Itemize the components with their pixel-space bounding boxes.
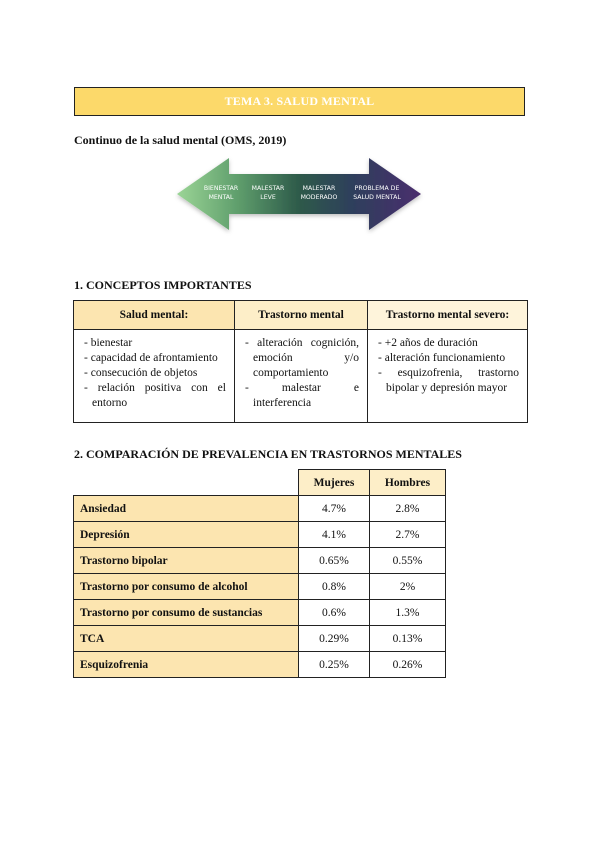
concept-header-salud-mental: Salud mental: [74,301,235,330]
section-1-title: 1. CONCEPTOS IMPORTANTES [74,278,252,292]
list-item: - esquizofrenia, trastorno bipolar y depresión mayor [378,366,519,396]
value-mujeres: 0.29% [299,626,370,652]
value-hombres: 2.7% [370,522,446,548]
header-mujeres: Mujeres [299,470,370,496]
topic-banner [74,87,525,116]
row-label: Trastorno por consumo de sustancias [74,600,299,626]
header-hombres: Hombres [370,470,446,496]
table-row [74,626,446,652]
row-label: Trastorno por consumo de alcohol [74,574,299,600]
value-mujeres: 0.25% [299,652,370,678]
row-label: Esquizofrenia [74,652,299,678]
row-label: TCA [74,626,299,652]
stage-4-line2: SALUD MENTAL [353,194,401,201]
continuum-arrow-diagram [171,152,427,238]
double-arrow-graphic [171,152,427,238]
concept-header-trastorno-severo: Trastorno mental severo: [368,301,528,330]
value-hombres: 0.55% [370,548,446,574]
value-mujeres: 4.7% [299,496,370,522]
stage-2-line1: MALESTAR [251,185,285,192]
row-label: Ansiedad [74,496,299,522]
stage-3-line1: MALESTAR [302,185,336,192]
value-hombres: 0.13% [370,626,446,652]
row-label: Depresión [74,522,299,548]
prevalence-table [73,469,446,678]
table-row [74,522,446,548]
list-item: - relación positiva con el entorno [84,381,226,411]
stage-3-line2: MODERADO [300,194,338,201]
concept-header-trastorno-mental: Trastorno mental [235,301,368,330]
stage-1-line2: MENTAL [208,194,234,201]
list-item: - +2 años de duración [378,336,519,351]
value-hombres: 2% [370,574,446,600]
value-mujeres: 0.6% [299,600,370,626]
empty-header-cell [74,470,299,496]
table-row [74,496,446,522]
value-mujeres: 4.1% [299,522,370,548]
table-row [74,652,446,678]
topic-title: TEMA 3. SALUD MENTAL [224,94,375,108]
list-item: - capacidad de afrontamiento [84,351,226,366]
list-item: - bienestar [84,336,226,351]
concept-cell-trastorno-mental [235,330,368,423]
concepts-table [73,300,528,423]
value-mujeres: 0.65% [299,548,370,574]
list-item: - alteración funcionamiento [378,351,519,366]
stage-1-line1: BIENESTAR [203,185,239,192]
value-hombres: 0.26% [370,652,446,678]
stage-4-line1: PROBLEMA DE [354,185,400,192]
list-item: - consecución de objetos [84,366,226,381]
concept-cell-salud-mental [74,330,235,423]
list-item: - alteración cognición, emoción y/o comportamiento [245,336,359,381]
table-row [74,574,446,600]
concept-cell-trastorno-severo [368,330,528,423]
row-label: Trastorno bipolar [74,548,299,574]
table-row [74,548,446,574]
value-hombres: 2.8% [370,496,446,522]
value-mujeres: 0.8% [299,574,370,600]
value-hombres: 1.3% [370,600,446,626]
list-item: - malestar e interferencia [245,381,359,411]
table-row [74,600,446,626]
stage-2-line2: LEVE [260,194,276,201]
section-2-title: 2. COMPARACIÓN DE PREVALENCIA EN TRASTORNOS MENTALES [74,447,462,461]
continuum-title: Continuo de la salud mental (OMS, 2019) [74,133,287,147]
